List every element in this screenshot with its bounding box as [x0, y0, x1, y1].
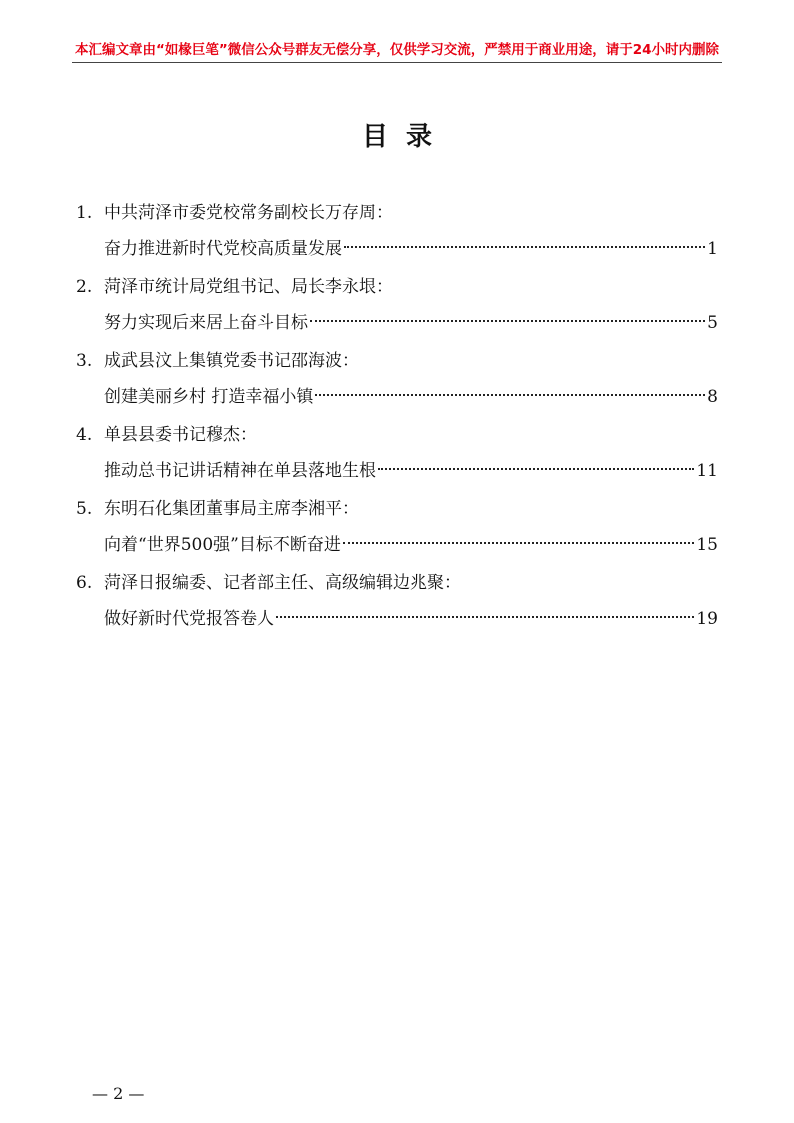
- toc-title[interactable]: 努力实现后来居上奋斗目标: [104, 313, 308, 333]
- toc-entry: [76, 422, 718, 496]
- toc-title[interactable]: 向着“世界500强”目标不断奋进: [104, 535, 341, 555]
- toc-entry-number: 5.: [76, 499, 93, 519]
- toc-title[interactable]: 做好新时代党报答卷人: [104, 609, 274, 629]
- toc-entry-number: 6.: [76, 573, 93, 593]
- header-notice: 本汇编文章由“如椽巨笔”微信公众号群友无偿分享，仅供学习交流，严禁用于商业用途，请于24小时内删除: [74, 42, 720, 58]
- toc-dot-leader: [378, 468, 694, 470]
- toc-entry: [76, 200, 718, 274]
- toc-entry: [76, 274, 718, 348]
- toc-dot-leader: [344, 246, 705, 248]
- toc-page-number: 8: [707, 387, 718, 407]
- toc-page-number: 15: [696, 535, 718, 555]
- page-title: 目录: [361, 122, 450, 152]
- toc-title[interactable]: 推动总书记讲话精神在单县落地生根: [104, 461, 376, 481]
- toc-page-number: 1: [707, 239, 718, 259]
- toc-title-line[interactable]: [104, 236, 718, 262]
- toc-author: 东明石化集团董事局主席李湘平：: [104, 499, 359, 519]
- toc-page-number: 19: [696, 609, 718, 629]
- toc-author-line: [76, 496, 359, 522]
- toc-title-line[interactable]: [104, 384, 718, 410]
- toc-author-line: [76, 422, 257, 448]
- toc-author: 中共菏泽市委党校常务副校长万存周：: [104, 203, 393, 223]
- toc-page-number: 11: [696, 461, 718, 481]
- toc-author-line: [76, 274, 393, 300]
- toc-dot-leader: [315, 394, 705, 396]
- toc-title-line[interactable]: [104, 310, 718, 336]
- toc-entry-number: 1.: [76, 203, 93, 223]
- toc-author: 菏泽市统计局党组书记、局长李永垠：: [104, 277, 393, 297]
- page-number: — 2 —: [92, 1084, 145, 1103]
- toc-author-line: [76, 570, 461, 596]
- toc-author-line: [76, 348, 359, 374]
- toc-title-line[interactable]: [104, 606, 718, 632]
- header-divider: [72, 62, 722, 63]
- toc-author-line: [76, 200, 393, 226]
- toc-dot-leader: [343, 542, 695, 544]
- toc-title[interactable]: 创建美丽乡村 打造幸福小镇: [104, 387, 314, 407]
- toc-entry-number: 4.: [76, 425, 93, 445]
- toc-author: 单县县委书记穆杰：: [104, 425, 257, 445]
- toc-entry-number: 3.: [76, 351, 93, 371]
- toc-entry: [76, 496, 718, 570]
- table-of-contents: [76, 200, 718, 644]
- toc-dot-leader: [310, 320, 705, 322]
- toc-author: 成武县汶上集镇党委书记邵海波：: [104, 351, 359, 371]
- toc-entry: [76, 348, 718, 422]
- toc-dot-leader: [276, 616, 694, 618]
- toc-title[interactable]: 奋力推进新时代党校高质量发展: [104, 239, 342, 259]
- toc-title-line[interactable]: [104, 532, 718, 558]
- toc-entry-number: 2.: [76, 277, 93, 297]
- toc-title-line[interactable]: [104, 458, 718, 484]
- toc-author: 菏泽日报编委、记者部主任、高级编辑边兆聚：: [104, 573, 461, 593]
- toc-page-number: 5: [707, 313, 718, 333]
- toc-entry: [76, 570, 718, 644]
